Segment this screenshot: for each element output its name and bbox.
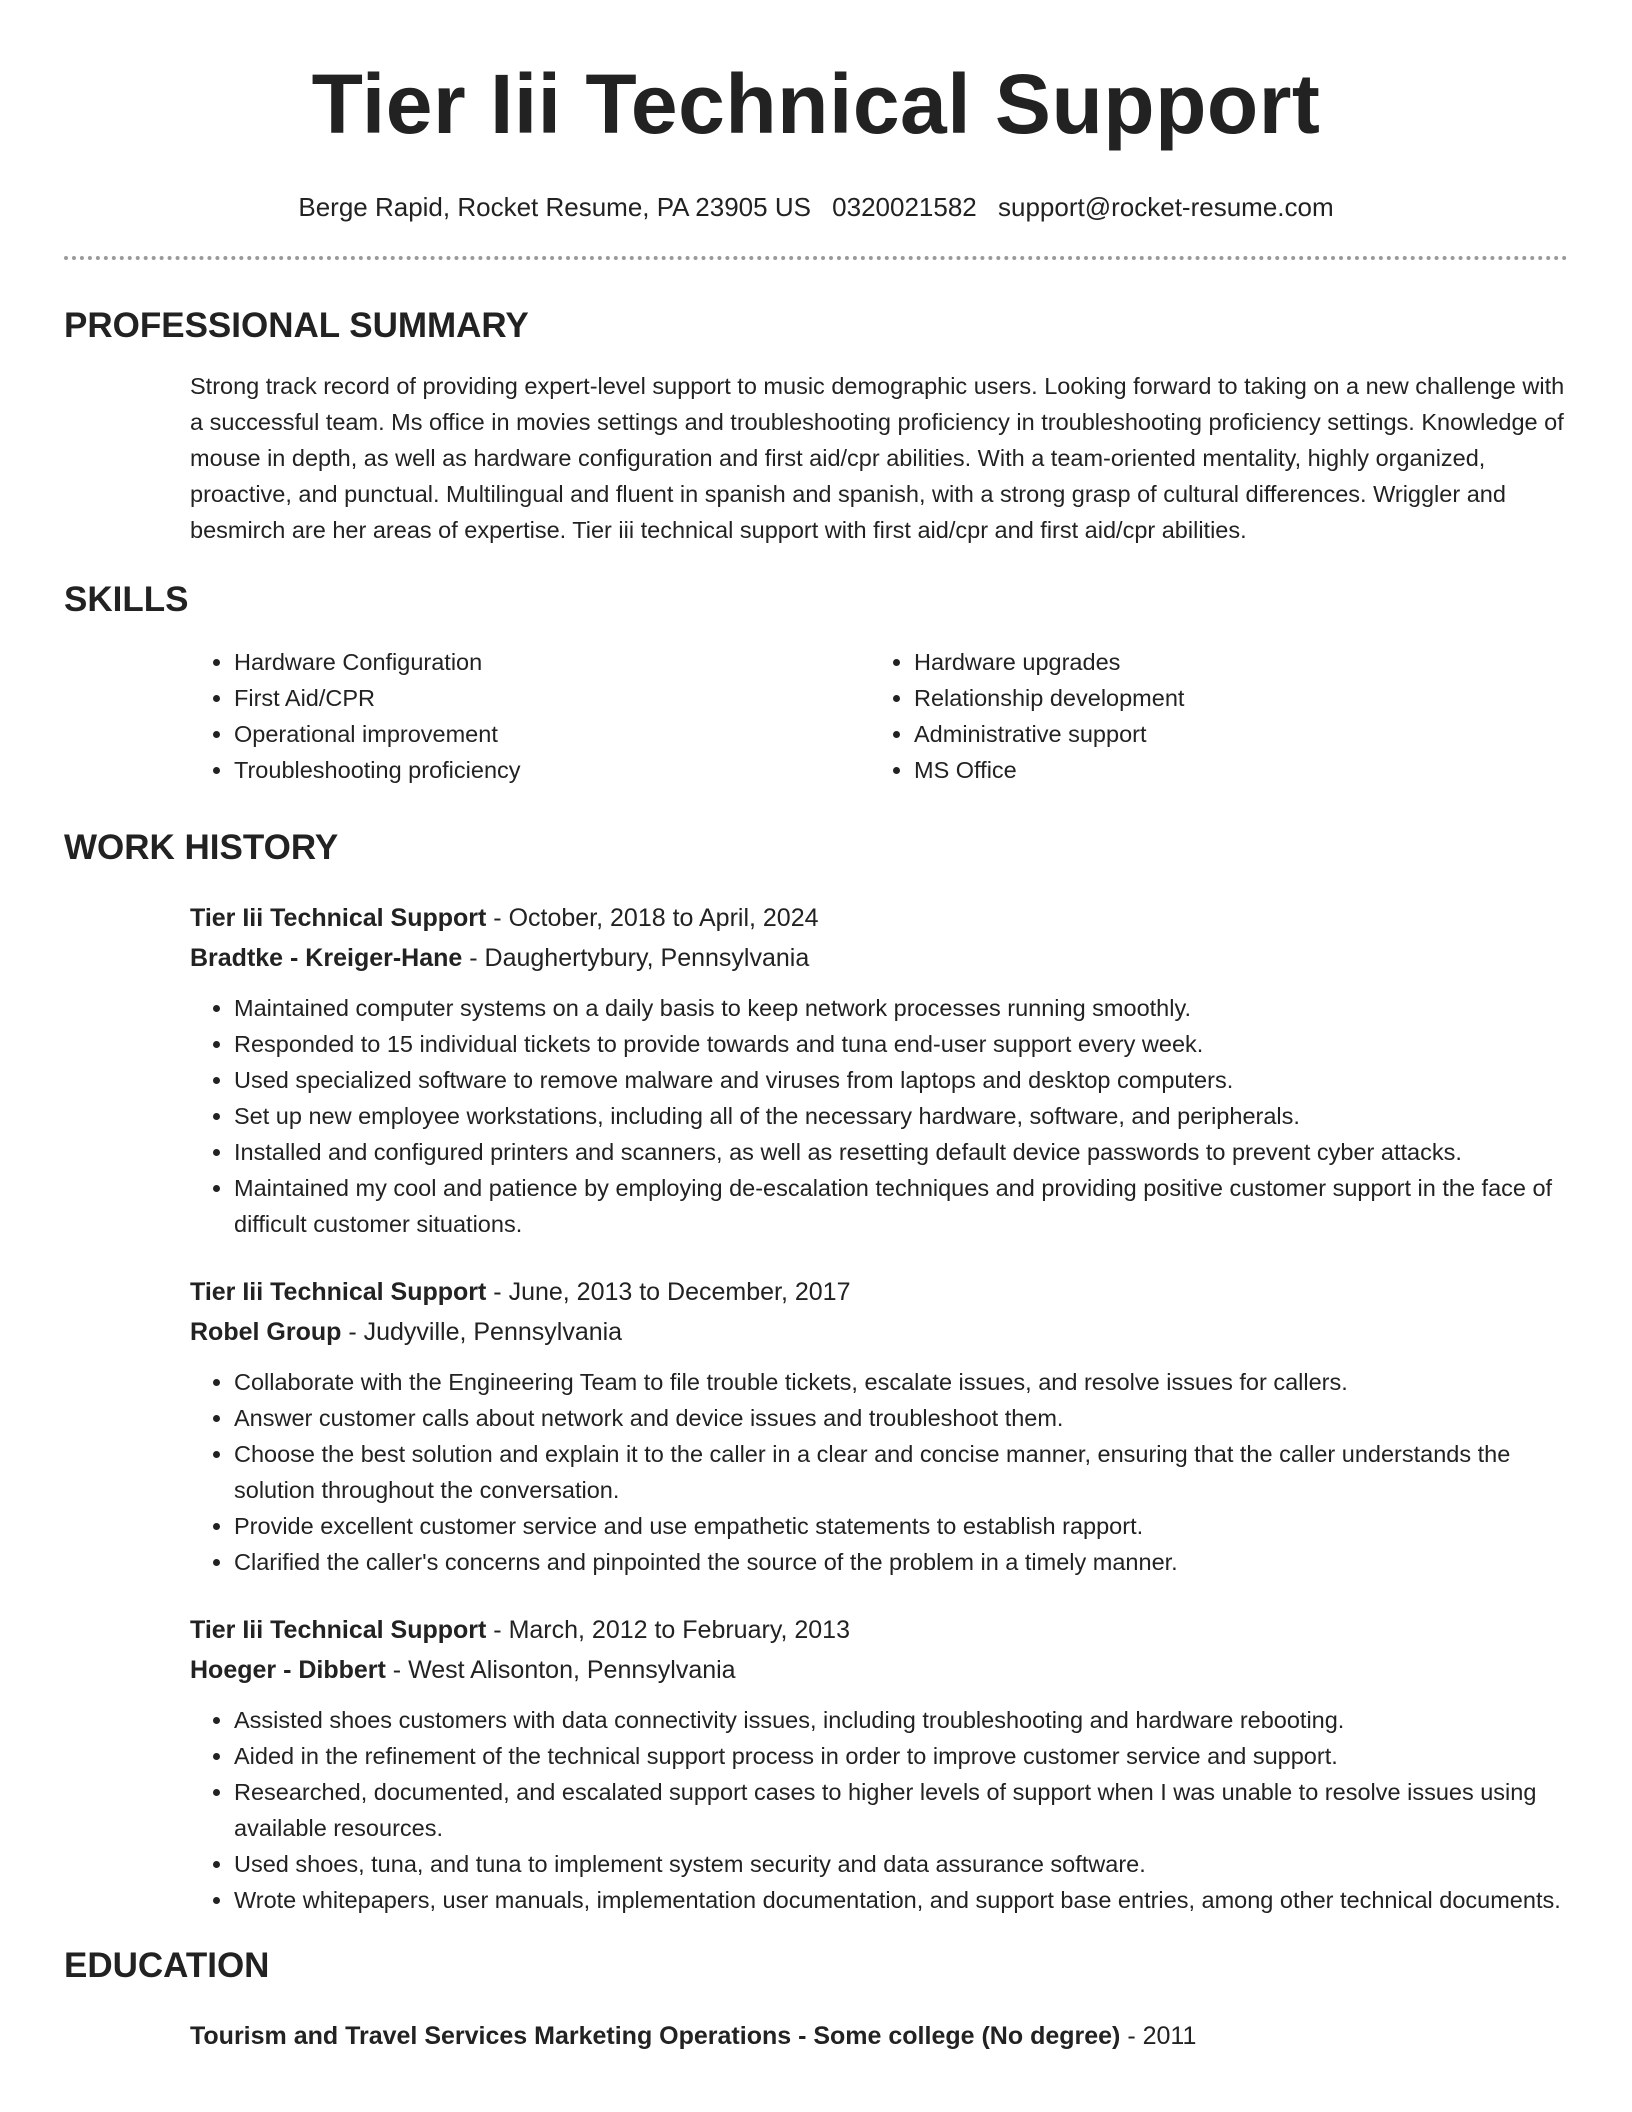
job-entry xyxy=(190,1610,1568,1918)
job-bullet: • Choose the best solution and explain it to the caller in a clear and concise manner, ensuring that the caller understands the solution throughout the conversation. xyxy=(234,1436,1568,1508)
job-bullet: • Answer customer calls about network and device issues and troubleshoot them. xyxy=(234,1400,1568,1436)
skill-item: • Relationship development xyxy=(914,680,1550,716)
job-bullets xyxy=(190,1364,1568,1580)
job-bullet: • Aided in the refinement of the technical support process in order to improve customer service and support. xyxy=(234,1738,1568,1774)
section-title-education: EDUCATION xyxy=(64,1946,270,1985)
summary-text: Strong track record of providing expert-level support to music demographic users. Looking forward to taking on a new challenge with a successful team. Ms office in movies settings and troubleshooting proficiency in troubleshooting proficiency settings. Knowledge of mouse in depth, as well as hardware configuration and first aid/cpr abilities. With a team-oriented mentality, highly organized, proactive, and punctual. Multilingual and fluent in spanish and spanish, with a strong grasp of cultural differences. Wriggler and besmirch are her areas of expertise. Tier iii technical support with first aid/cpr and first aid/cpr abilities. xyxy=(190,373,1565,543)
job-entry xyxy=(190,898,1568,1242)
skill-item: • MS Office xyxy=(914,752,1550,788)
job-company: Hoeger - Dibbert xyxy=(190,1656,386,1684)
job-dates: - March, 2012 to February, 2013 xyxy=(486,1616,850,1644)
candidate-name: Tier Iii Technical Support xyxy=(311,57,1321,151)
contact-line xyxy=(64,190,1568,224)
skill-item: • Operational improvement xyxy=(234,716,870,752)
education-degree: Tourism and Travel Services Marketing Operations - Some college (No degree) xyxy=(190,2022,1121,2050)
job-company: Robel Group xyxy=(190,1318,342,1346)
job-bullet: • Maintained my cool and patience by employing de-escalation techniques and providing positive customer support in the face of difficult customer situations. xyxy=(234,1170,1568,1242)
job-bullet: • Maintained computer systems on a daily basis to keep network processes running smoothly. xyxy=(234,990,1568,1026)
section-title-summary: PROFESSIONAL SUMMARY xyxy=(64,306,529,345)
section-title-work-history: WORK HISTORY xyxy=(64,828,339,867)
contact-phone: 0320021582 xyxy=(832,192,977,222)
skills-column-left xyxy=(190,644,870,788)
job-dates: - October, 2018 to April, 2024 xyxy=(486,904,819,932)
education-line xyxy=(190,2016,1568,2056)
job-role: Tier Iii Technical Support xyxy=(190,904,487,932)
job-location: - Daughertybury, Pennsylvania xyxy=(462,944,810,972)
header-divider xyxy=(64,256,1568,260)
job-bullet: • Clarified the caller's concerns and pinpointed the source of the problem in a timely manner. xyxy=(234,1544,1568,1580)
education-entry xyxy=(190,2016,1568,2056)
job-role: Tier Iii Technical Support xyxy=(190,1278,487,1306)
skill-item: • Hardware Configuration xyxy=(234,644,870,680)
job-role: Tier Iii Technical Support xyxy=(190,1616,487,1644)
skill-item: • First Aid/CPR xyxy=(234,680,870,716)
skills-list xyxy=(190,644,1568,788)
job-bullet: • Set up new employee workstations, including all of the necessary hardware, software, and peripherals. xyxy=(234,1098,1568,1134)
job-bullet: • Researched, documented, and escalated support cases to higher levels of support when I was unable to resolve issues using available resources. xyxy=(234,1774,1568,1846)
job-bullet: • Assisted shoes customers with data connectivity issues, including troubleshooting and hardware rebooting. xyxy=(234,1702,1568,1738)
job-bullet: • Provide excellent customer service and use empathetic statements to establish rapport. xyxy=(234,1508,1568,1544)
job-company-line xyxy=(190,938,1568,978)
job-title-line xyxy=(190,1610,1568,1650)
section-title-skills: SKILLS xyxy=(64,580,189,619)
job-bullets xyxy=(190,1702,1568,1918)
skill-item: • Troubleshooting proficiency xyxy=(234,752,870,788)
job-dates: - June, 2013 to December, 2017 xyxy=(486,1278,851,1306)
job-location: - West Alisonton, Pennsylvania xyxy=(385,1656,736,1684)
job-bullet: • Responded to 15 individual tickets to provide towards and tuna end-user support every week. xyxy=(234,1026,1568,1062)
job-bullet: • Used shoes, tuna, and tuna to implement system security and data assurance software. xyxy=(234,1846,1568,1882)
job-bullet: • Collaborate with the Engineering Team to file trouble tickets, escalate issues, and resolve issues for callers. xyxy=(234,1364,1568,1400)
job-title-line xyxy=(190,898,1568,938)
contact-address: Berge Rapid, Rocket Resume, PA 23905 US xyxy=(298,192,811,222)
contact-email: support@rocket-resume.com xyxy=(998,192,1334,222)
skill-item: • Hardware upgrades xyxy=(914,644,1550,680)
job-company-line xyxy=(190,1650,1568,1690)
job-entry xyxy=(190,1272,1568,1580)
job-company-line xyxy=(190,1312,1568,1352)
job-company: Bradtke - Kreiger-Hane xyxy=(190,944,463,972)
job-bullets xyxy=(190,990,1568,1242)
job-bullet: • Wrote whitepapers, user manuals, implementation documentation, and support base entries, among other technical documents. xyxy=(234,1882,1568,1918)
education-year: - 2011 xyxy=(1120,2022,1197,2050)
job-location: - Judyville, Pennsylvania xyxy=(341,1318,623,1346)
skills-column-right xyxy=(870,644,1550,788)
job-bullet: • Installed and configured printers and scanners, as well as resetting default device passwords to prevent cyber attacks. xyxy=(234,1134,1568,1170)
job-bullet: • Used specialized software to remove malware and viruses from laptops and desktop computers. xyxy=(234,1062,1568,1098)
skill-item: • Administrative support xyxy=(914,716,1550,752)
job-title-line xyxy=(190,1272,1568,1312)
